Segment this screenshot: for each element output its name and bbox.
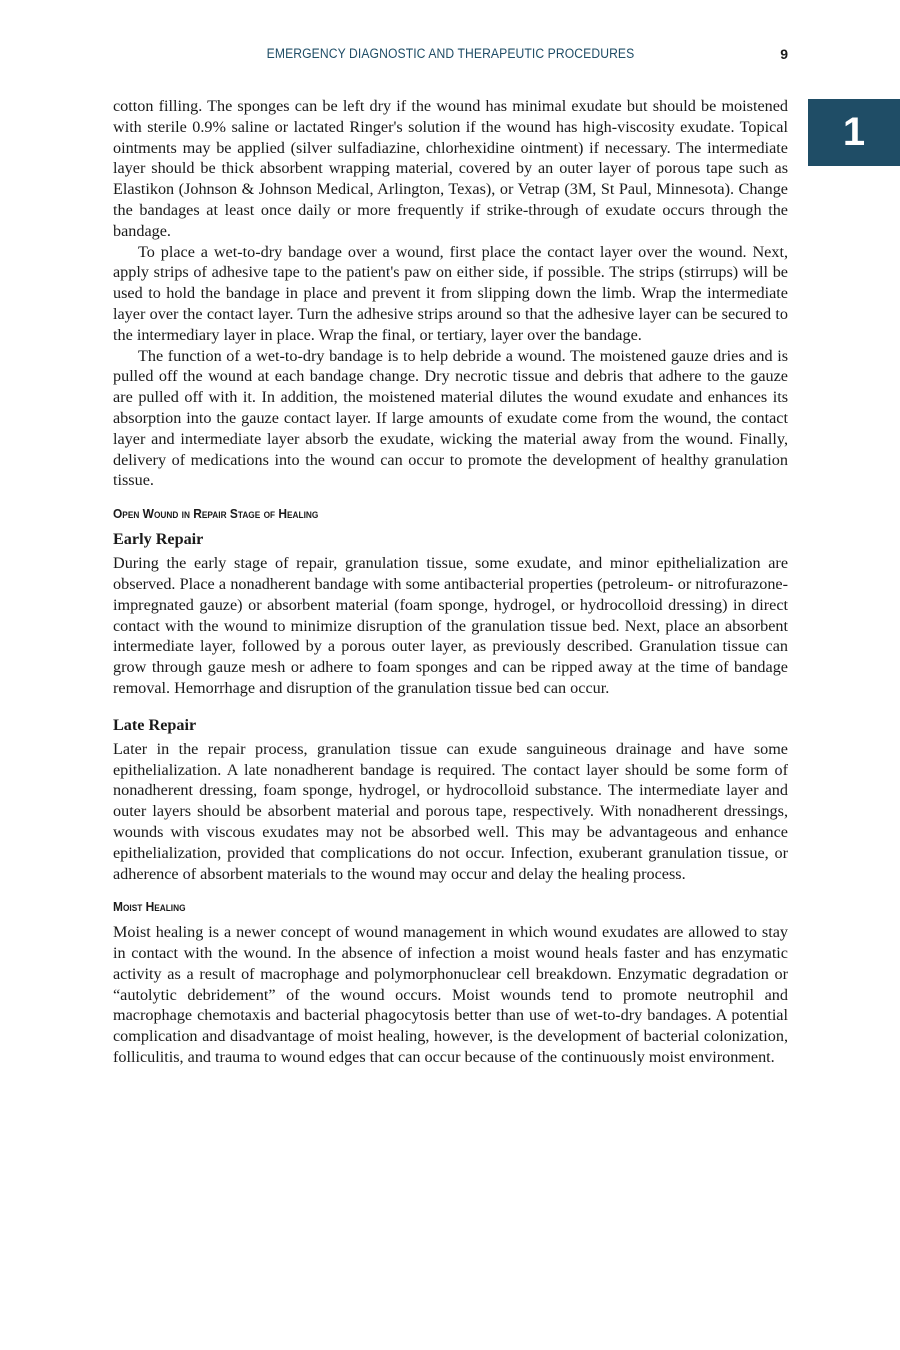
section-heading-open-wound: Open Wound in Repair Stage of Healing [113, 506, 319, 522]
paragraph-wet-to-dry-placement: To place a wet-to-dry bandage over a wound, first place the contact layer over the wound. Next, apply strips of adhesive tape to the patient's paw on either side, if possible. The strips (stirrups) will be used to hold the bandage in place and prevent it from slipping down the limb. Wrap the intermediate layer over the contact layer. Turn the adhesive strips around so that the adhesive layer can be secured to the intermediary layer in place. Wrap the final, or tertiary, layer over the bandage. [113, 242, 788, 344]
spacer [113, 699, 788, 709]
paragraph-early-repair: During the early stage of repair, granulation tissue, some exudate, and minor epithelialization are observed. Place a nonadherent bandage with some antibacterial properties (petroleum- or nitrofurazone-impregnated gauze) or absorbent material (foam sponge, hydrogel, or hydrocolloid dressing) in direct contact with the wound to minimize disruption of the granulation tissue bed. Next, place an absorbent intermediate layer, followed by a porous outer layer, as previously described. Granulation tissue can grow through gauze mesh or adhere to foam sponges and can be ripped away at the time of bandage removal. Hemorrhage and disruption of the granulation tissue bed can occur. [113, 554, 788, 697]
subheading-late-repair: Late Repair [113, 715, 197, 734]
page-number: 9 [780, 46, 788, 62]
paragraph-wet-to-dry-function: The function of a wet-to-dry bandage is to help debride a wound. The moistened gauze dries and is pulled off the wound at each bandage change. Dry necrotic tissue and debris that adhere to the gauze are pulled off with it. In addition, the moistened material dilutes the wound exudate and enhances its absorption into the gauze contact layer. If large amounts of exudate come from the wound, the contact layer and intermediate layer absorb the exudate, wicking the material away from the wound. Finally, delivery of medications into the wound can occur to promote the development of healthy granulation tissue. [113, 346, 788, 490]
page-body [113, 96, 788, 1068]
running-head: EMERGENCY DIAGNOSTIC AND THERAPEUTIC PROCEDURES [266, 46, 635, 61]
chapter-tab: 1 [808, 99, 900, 166]
paragraph-continued: cotton filling. The sponges can be left dry if the wound has minimal exudate but should be moistened with sterile 0.9% saline or lactated Ringer's solution if the wound has high-viscosity exudate. Topical ointments may be applied (silver sulfadiazine, chlorhexidine ointment) if necessary. The intermediate layer should be thick absorbent wrapping material, covered by an outer layer of porous tape such as Elastikon (Johnson & Johnson Medical, Arlington, Texas), or Vetrap (3M, St Paul, Minnesota). Change the bandages at least once daily or more frequently if strike-through of exudate occurs through the bandage. [113, 97, 788, 240]
subheading-early-repair: Early Repair [113, 530, 204, 549]
page-header [113, 46, 788, 66]
section-heading-moist-healing: Moist Healing [113, 899, 186, 915]
paragraph-late-repair: Later in the repair process, granulation tissue can exude sanguineous drainage and have some epithelialization. A late nonadherent bandage is required. The contact layer should be some form of nonadherent dressing, foam sponge, hydrogel, or hydrocolloid substance. The intermediate layer and outer layers should be absorbent material and porous tape, respectively. With nonadherent dressings, wounds with viscous exudates may not be absorbed well. This may be advantageous and enhance epithelialization, provided that complications do not occur. Infection, exuberant granulation tissue, or adherence of absorbent materials to the wound may occur and delay the healing process. [113, 739, 788, 883]
paragraph-moist-healing: Moist healing is a newer concept of wound management in which wound exudates are allowed to stay in contact with the wound. In the absence of infection a moist wound heals faster and has enzymatic activity as a result of macrophage and polymorphonuclear cell breakdown. Enzymatic degradation or “autolytic debridement” of the wound occurs. Moist wounds tend to promote neutrophil and macrophage chemotaxis and bacterial phagocytosis better than use of wet-to-dry bandages. A potential complication and disadvantage of moist healing, however, is the development of bacterial colonization, folliculitis, and trauma to wound edges that can occur because of the continuously moist environment. [113, 923, 788, 1067]
